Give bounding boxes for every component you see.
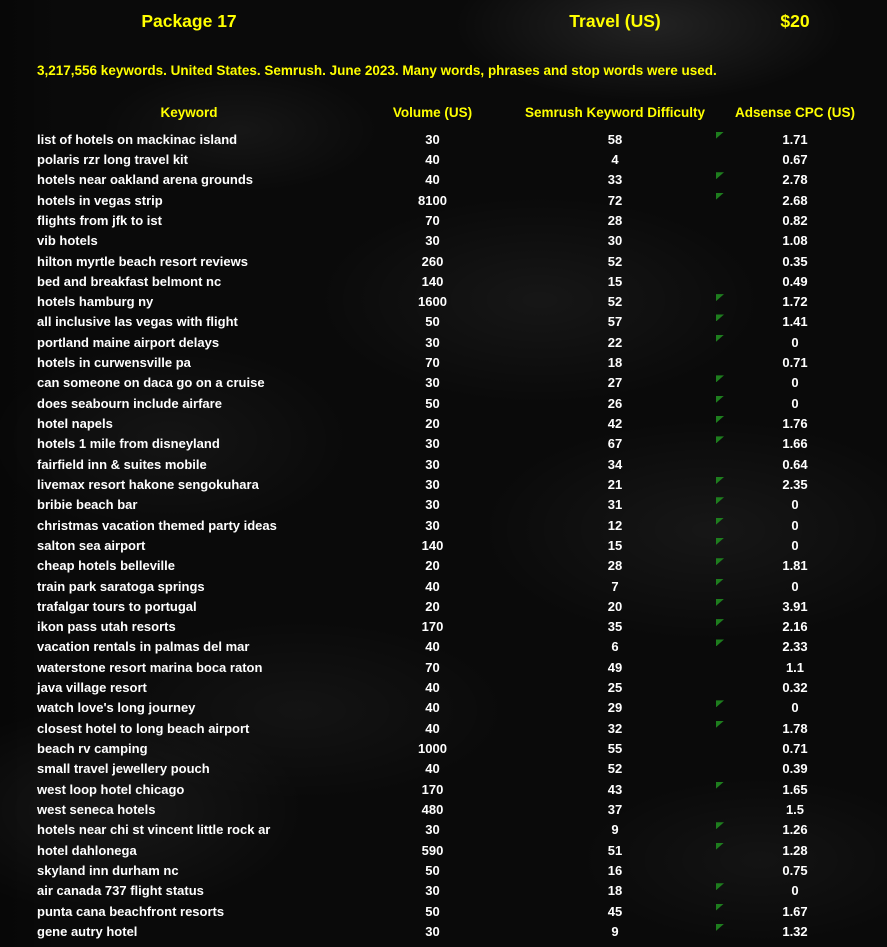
difficulty-cell: 30 xyxy=(607,233,623,249)
keyword-cell: bed and breakfast belmont nc xyxy=(37,273,222,289)
cpc-cell xyxy=(715,518,875,533)
cell-corner-flag-icon xyxy=(716,416,724,423)
cpc-cell xyxy=(715,904,875,919)
keyword-cell: hilton myrtle beach resort reviews xyxy=(37,253,248,269)
table-row xyxy=(0,149,875,169)
keyword-cell: small travel jewellery pouch xyxy=(37,761,210,777)
volume-cell: 40 xyxy=(425,720,440,736)
cell-corner-flag-icon xyxy=(716,883,724,890)
cell-corner-flag-icon xyxy=(716,396,724,403)
difficulty-cell: 27 xyxy=(607,375,623,391)
cpc-value: 2.68 xyxy=(782,192,808,208)
table-row xyxy=(0,820,875,840)
volume-cell: 170 xyxy=(421,781,444,797)
cpc-value: 1.26 xyxy=(782,822,808,838)
table-row xyxy=(0,454,875,474)
cell-corner-flag-icon xyxy=(716,904,724,911)
cpc-cell xyxy=(715,375,875,390)
table-row xyxy=(0,617,875,637)
cell-corner-flag-icon xyxy=(716,436,724,443)
cell-corner-flag-icon xyxy=(716,782,724,789)
volume-cell: 40 xyxy=(425,639,440,655)
volume-cell: 30 xyxy=(425,456,440,472)
cpc-cell xyxy=(715,802,875,817)
cpc-value: 0 xyxy=(791,578,799,594)
cpc-value: 0.64 xyxy=(782,456,808,472)
volume-cell: 1000 xyxy=(418,741,447,757)
cpc-cell xyxy=(715,924,875,939)
cpc-value: 0 xyxy=(791,883,799,899)
volume-cell: 30 xyxy=(425,233,440,249)
cpc-cell xyxy=(715,274,875,289)
cpc-value: 2.16 xyxy=(782,619,808,635)
table-row xyxy=(0,556,875,576)
table-header-row xyxy=(0,103,875,123)
cpc-value: 1.72 xyxy=(782,294,808,310)
volume-cell: 30 xyxy=(425,334,440,350)
volume-cell: 50 xyxy=(425,862,440,878)
difficulty-cell: 32 xyxy=(607,720,623,736)
cpc-cell xyxy=(715,680,875,695)
keyword-cell: cheap hotels belleville xyxy=(37,558,175,574)
volume-cell: 30 xyxy=(425,131,440,147)
keyword-cell: trafalgar tours to portugal xyxy=(37,598,197,614)
cpc-value: 0 xyxy=(791,375,799,391)
difficulty-cell: 6 xyxy=(611,639,619,655)
keyword-cell: portland maine airport delays xyxy=(37,334,220,350)
difficulty-cell: 28 xyxy=(607,212,623,228)
difficulty-cell: 42 xyxy=(607,416,623,432)
cpc-value: 0 xyxy=(791,395,799,411)
cpc-value: 0.35 xyxy=(782,253,808,269)
table-row xyxy=(0,677,875,697)
volume-cell: 40 xyxy=(425,578,440,594)
cpc-cell xyxy=(715,355,875,370)
cpc-cell xyxy=(715,558,875,573)
table-row xyxy=(0,698,875,718)
cpc-cell xyxy=(715,314,875,329)
cpc-cell xyxy=(715,883,875,898)
keyword-cell: hotel napels xyxy=(37,416,113,432)
difficulty-cell: 15 xyxy=(607,273,623,289)
volume-cell: 40 xyxy=(425,172,440,188)
cpc-value: 1.1 xyxy=(785,659,805,675)
cpc-value: 1.66 xyxy=(782,436,808,452)
keyword-cell: ikon pass utah resorts xyxy=(37,619,176,635)
keyword-cell: hotels near oakland arena grounds xyxy=(37,172,253,188)
difficulty-cell: 18 xyxy=(607,883,623,899)
cell-corner-flag-icon xyxy=(716,335,724,342)
volume-cell: 30 xyxy=(425,375,440,391)
table-row xyxy=(0,352,875,372)
cpc-value: 1.67 xyxy=(782,903,808,919)
column-header-difficulty: Semrush Keyword Difficulty xyxy=(524,105,706,120)
difficulty-cell: 9 xyxy=(611,923,619,939)
keyword-cell: west loop hotel chicago xyxy=(37,781,185,797)
volume-cell: 40 xyxy=(425,151,440,167)
cell-corner-flag-icon xyxy=(716,924,724,931)
table-row xyxy=(0,535,875,555)
cpc-cell xyxy=(715,254,875,269)
table-row xyxy=(0,881,875,901)
cpc-value: 1.76 xyxy=(782,416,808,432)
cpc-cell xyxy=(715,579,875,594)
table-row xyxy=(0,332,875,352)
keyword-cell: hotels 1 mile from disneyland xyxy=(37,436,220,452)
cpc-cell xyxy=(715,700,875,715)
cpc-value: 0.39 xyxy=(782,761,808,777)
keyword-cell: christmas vacation themed party ideas xyxy=(37,517,277,533)
table-row xyxy=(0,860,875,880)
keyword-cell: java village resort xyxy=(37,680,147,696)
volume-cell: 40 xyxy=(425,680,440,696)
cpc-value: 0 xyxy=(791,334,799,350)
cell-corner-flag-icon xyxy=(716,132,724,139)
volume-cell: 1600 xyxy=(418,294,447,310)
cell-corner-flag-icon xyxy=(716,579,724,586)
volume-cell: 20 xyxy=(425,558,440,574)
keyword-cell: list of hotels on mackinac island xyxy=(37,131,238,147)
table-row xyxy=(0,210,875,230)
volume-cell: 70 xyxy=(425,355,440,371)
cpc-value: 0.71 xyxy=(782,355,808,371)
title-bar xyxy=(0,9,875,33)
cpc-value: 1.32 xyxy=(782,923,808,939)
cpc-cell xyxy=(715,477,875,492)
cell-corner-flag-icon xyxy=(716,172,724,179)
cpc-value: 1.41 xyxy=(782,314,808,330)
volume-cell: 8100 xyxy=(418,192,447,208)
difficulty-cell: 52 xyxy=(607,294,623,310)
cell-corner-flag-icon xyxy=(716,700,724,707)
table-row xyxy=(0,901,875,921)
difficulty-cell: 43 xyxy=(607,781,623,797)
keyword-cell: all inclusive las vegas with flight xyxy=(37,314,238,330)
cell-corner-flag-icon xyxy=(716,619,724,626)
keyword-cell: beach rv camping xyxy=(37,741,148,757)
difficulty-cell: 7 xyxy=(611,578,619,594)
cpc-value: 0.82 xyxy=(782,212,808,228)
table-row xyxy=(0,129,875,149)
table-row xyxy=(0,718,875,738)
table-row xyxy=(0,657,875,677)
difficulty-cell: 26 xyxy=(607,395,623,411)
keyword-cell: gene autry hotel xyxy=(37,923,138,939)
cpc-cell xyxy=(715,396,875,411)
difficulty-cell: 51 xyxy=(607,842,623,858)
difficulty-cell: 58 xyxy=(607,131,623,147)
volume-cell: 30 xyxy=(425,517,440,533)
cpc-cell xyxy=(715,660,875,675)
table-row xyxy=(0,251,875,271)
cell-corner-flag-icon xyxy=(716,538,724,545)
volume-cell: 30 xyxy=(425,436,440,452)
cell-corner-flag-icon xyxy=(716,639,724,646)
keyword-cell: hotel dahlonega xyxy=(37,842,137,858)
volume-cell: 70 xyxy=(425,212,440,228)
difficulty-cell: 21 xyxy=(607,476,623,492)
keyword-cell: livemax resort hakone sengokuhara xyxy=(37,476,259,492)
volume-cell: 50 xyxy=(425,395,440,411)
keyword-cell: hotels in vegas strip xyxy=(37,192,163,208)
table-row xyxy=(0,393,875,413)
column-header-volume: Volume (US) xyxy=(392,105,473,120)
table-row xyxy=(0,779,875,799)
table-row xyxy=(0,738,875,758)
difficulty-cell: 12 xyxy=(607,517,623,533)
keyword-cell: vacation rentals in palmas del mar xyxy=(37,639,250,655)
cpc-cell xyxy=(715,599,875,614)
table-row xyxy=(0,190,875,210)
volume-cell: 30 xyxy=(425,923,440,939)
volume-cell: 20 xyxy=(425,598,440,614)
keyword-cell: polaris rzr long travel kit xyxy=(37,151,188,167)
column-header-cpc: Adsense CPC (US) xyxy=(734,105,856,120)
keyword-cell: can someone on daca go on a cruise xyxy=(37,375,265,391)
volume-cell: 20 xyxy=(425,416,440,432)
cell-corner-flag-icon xyxy=(716,477,724,484)
table-row xyxy=(0,170,875,190)
cpc-cell xyxy=(715,741,875,756)
volume-cell: 50 xyxy=(425,903,440,919)
difficulty-cell: 20 xyxy=(607,598,623,614)
difficulty-cell: 52 xyxy=(607,253,623,269)
cell-corner-flag-icon xyxy=(716,599,724,606)
price-label: $20 xyxy=(780,11,810,31)
cell-corner-flag-icon xyxy=(716,843,724,850)
table-row xyxy=(0,231,875,251)
difficulty-cell: 45 xyxy=(607,903,623,919)
difficulty-cell: 55 xyxy=(607,741,623,757)
cell-corner-flag-icon xyxy=(716,518,724,525)
cpc-cell xyxy=(715,497,875,512)
volume-cell: 40 xyxy=(425,761,440,777)
cpc-cell xyxy=(715,619,875,634)
table-row xyxy=(0,373,875,393)
cell-corner-flag-icon xyxy=(716,721,724,728)
keyword-cell: hotels near chi st vincent little rock ar xyxy=(37,822,271,838)
volume-cell: 70 xyxy=(425,659,440,675)
difficulty-cell: 52 xyxy=(607,761,623,777)
volume-cell: 50 xyxy=(425,314,440,330)
keyword-cell: hotels hamburg ny xyxy=(37,294,154,310)
table-row xyxy=(0,495,875,515)
cpc-cell xyxy=(715,172,875,187)
cpc-cell xyxy=(715,193,875,208)
difficulty-cell: 34 xyxy=(607,456,623,472)
cpc-value: 3.91 xyxy=(782,598,808,614)
difficulty-cell: 72 xyxy=(607,192,623,208)
keyword-cell: air canada 737 flight status xyxy=(37,883,204,899)
difficulty-cell: 16 xyxy=(607,862,623,878)
volume-cell: 260 xyxy=(421,253,444,269)
cpc-cell xyxy=(715,761,875,776)
keyword-cell: hotels in curwensville pa xyxy=(37,355,191,371)
keyword-cell: flights from jfk to ist xyxy=(37,212,162,228)
keyword-cell: does seabourn include airfare xyxy=(37,395,222,411)
difficulty-cell: 9 xyxy=(611,822,619,838)
cpc-value: 2.35 xyxy=(782,476,808,492)
table-row xyxy=(0,840,875,860)
volume-cell: 590 xyxy=(421,842,444,858)
keyword-cell: salton sea airport xyxy=(37,537,146,553)
cell-corner-flag-icon xyxy=(716,294,724,301)
cpc-value: 1.81 xyxy=(782,558,808,574)
cpc-cell xyxy=(715,782,875,797)
cpc-value: 0.71 xyxy=(782,741,808,757)
cpc-cell xyxy=(715,335,875,350)
cell-corner-flag-icon xyxy=(716,558,724,565)
cpc-value: 1.08 xyxy=(782,233,808,249)
cpc-value: 0.75 xyxy=(782,862,808,878)
keyword-cell: bribie beach bar xyxy=(37,497,138,513)
difficulty-cell: 22 xyxy=(607,334,623,350)
volume-cell: 40 xyxy=(425,700,440,716)
table-row xyxy=(0,413,875,433)
difficulty-cell: 29 xyxy=(607,700,623,716)
difficulty-cell: 49 xyxy=(607,659,623,675)
difficulty-cell: 4 xyxy=(611,151,619,167)
cell-corner-flag-icon xyxy=(716,193,724,200)
cpc-value: 0 xyxy=(791,700,799,716)
volume-cell: 30 xyxy=(425,476,440,492)
cpc-value: 2.33 xyxy=(782,639,808,655)
table-row xyxy=(0,576,875,596)
keyword-cell: vib hotels xyxy=(37,233,98,249)
cpc-value: 0 xyxy=(791,537,799,553)
keyword-cell: watch love's long journey xyxy=(37,700,196,716)
keyword-cell: train park saratoga springs xyxy=(37,578,205,594)
table-row xyxy=(0,271,875,291)
cpc-cell xyxy=(715,639,875,654)
cpc-value: 1.71 xyxy=(782,131,808,147)
column-header-keyword: Keyword xyxy=(160,105,218,120)
cpc-cell xyxy=(715,152,875,167)
difficulty-cell: 67 xyxy=(607,436,623,452)
category-title: Travel (US) xyxy=(569,11,661,31)
cpc-cell xyxy=(715,213,875,228)
difficulty-cell: 37 xyxy=(607,801,623,817)
volume-cell: 30 xyxy=(425,883,440,899)
keyword-cell: west seneca hotels xyxy=(37,801,156,817)
cpc-value: 0.32 xyxy=(782,680,808,696)
cpc-value: 1.65 xyxy=(782,781,808,797)
cpc-cell xyxy=(715,721,875,736)
table-row xyxy=(0,637,875,657)
volume-cell: 480 xyxy=(421,801,444,817)
keyword-cell: closest hotel to long beach airport xyxy=(37,720,250,736)
cpc-value: 0.67 xyxy=(782,151,808,167)
cpc-value: 0.49 xyxy=(782,273,808,289)
difficulty-cell: 31 xyxy=(607,497,623,513)
volume-cell: 140 xyxy=(421,273,444,289)
title-spacer xyxy=(350,9,515,33)
cpc-value: 1.78 xyxy=(782,720,808,736)
cpc-cell xyxy=(715,294,875,309)
volume-cell: 30 xyxy=(425,497,440,513)
volume-cell: 140 xyxy=(421,537,444,553)
package-title: Package 17 xyxy=(141,11,237,31)
table-row xyxy=(0,596,875,616)
table-row xyxy=(0,759,875,779)
cpc-cell xyxy=(715,843,875,858)
difficulty-cell: 57 xyxy=(607,314,623,330)
difficulty-cell: 28 xyxy=(607,558,623,574)
subtitle-wrap xyxy=(37,62,875,80)
cpc-value: 1.5 xyxy=(785,801,805,817)
cell-corner-flag-icon xyxy=(716,497,724,504)
keyword-cell: skyland inn durham nc xyxy=(37,862,179,878)
keyword-cell: waterstone resort marina boca raton xyxy=(37,659,263,675)
difficulty-cell: 33 xyxy=(607,172,623,188)
volume-cell: 30 xyxy=(425,822,440,838)
keyword-cell: fairfield inn & suites mobile xyxy=(37,456,207,472)
cell-corner-flag-icon xyxy=(716,375,724,382)
cpc-value: 1.28 xyxy=(782,842,808,858)
difficulty-cell: 25 xyxy=(607,680,623,696)
difficulty-cell: 18 xyxy=(607,355,623,371)
cpc-cell xyxy=(715,822,875,837)
cpc-cell xyxy=(715,863,875,878)
table-row xyxy=(0,799,875,819)
subtitle-text: 3,217,556 keywords. United States. Semrush. June 2023. Many words, phrases and stop words were used. xyxy=(37,63,717,78)
cpc-value: 2.78 xyxy=(782,172,808,188)
table-row xyxy=(0,434,875,454)
cpc-cell xyxy=(715,436,875,451)
cpc-cell xyxy=(715,233,875,248)
cpc-cell xyxy=(715,538,875,553)
difficulty-cell: 35 xyxy=(607,619,623,635)
difficulty-cell: 15 xyxy=(607,537,623,553)
keyword-cell: punta cana beachfront resorts xyxy=(37,903,225,919)
cpc-cell xyxy=(715,457,875,472)
volume-cell: 170 xyxy=(421,619,444,635)
table-row xyxy=(0,292,875,312)
cell-corner-flag-icon xyxy=(716,822,724,829)
table-row xyxy=(0,312,875,332)
cpc-value: 0 xyxy=(791,517,799,533)
table-body xyxy=(0,129,875,942)
cell-corner-flag-icon xyxy=(716,314,724,321)
cpc-cell xyxy=(715,416,875,431)
table-row xyxy=(0,921,875,941)
table-row xyxy=(0,515,875,535)
cpc-value: 0 xyxy=(791,497,799,513)
cpc-cell xyxy=(715,132,875,147)
table-row xyxy=(0,474,875,494)
